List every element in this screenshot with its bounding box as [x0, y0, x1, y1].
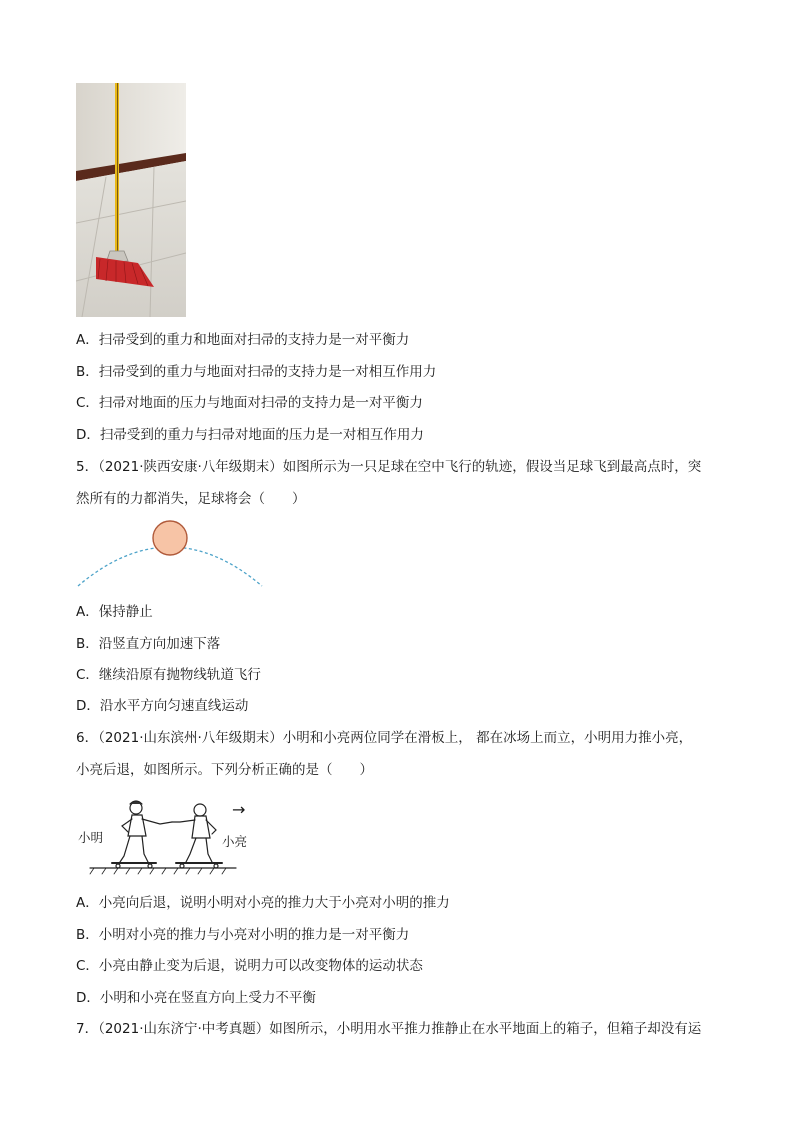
label-xiaoming: 小明	[78, 830, 104, 845]
football-ball	[153, 521, 187, 555]
q6-option-a: A．小亮向后退，说明小明对小亮的推力大于小亮对小明的推力	[76, 895, 450, 911]
q5-option-b: B．沿竖直方向加速下落	[76, 636, 221, 652]
ball-trajectory-figure	[76, 518, 266, 590]
skaters-figure	[76, 798, 276, 876]
q6-option-d: D．小明和小亮在竖直方向上受力不平衡	[76, 990, 316, 1006]
q6-option-b: B．小明对小亮的推力与小亮对小明的推力是一对平衡力	[76, 927, 410, 943]
q5-option-d: D．沿水平方向匀速直线运动	[76, 698, 249, 714]
arrow-right-icon: →	[232, 800, 246, 819]
q7-stem-line1: 7．（2021·山东济宁·中考真题）如图所示，小明用水平推力推静止在水平地面上的箱子，但箱子却没有运	[76, 1021, 702, 1037]
q4-option-b: B．扫帚受到的重力与地面对扫帚的支持力是一对相互作用力	[76, 364, 437, 380]
q6-option-c: C．小亮由静止变为后退，说明力可以改变物体的运动状态	[76, 958, 423, 974]
q5-stem-line1: 5．（2021·陕西安康·八年级期末）如图所示为一只足球在空中飞行的轨迹，假设当足球飞到最高点时，突	[76, 459, 702, 475]
q5-stem-line2: 然所有的力都消失，足球将会（ ）	[76, 491, 306, 507]
q4-option-a: A．扫帚受到的重力和地面对扫帚的支持力是一对平衡力	[76, 332, 410, 348]
q6-stem-line1: 6．（2021·山东滨州·八年级期末）小明和小亮两位同学在滑板上， 都在冰场上而立，小明用力推小亮，	[76, 730, 693, 746]
q4-option-d: D．扫帚受到的重力与扫帚对地面的压力是一对相互作用力	[76, 427, 424, 443]
label-xiaoliang: 小亮	[222, 834, 248, 849]
broom-photo	[76, 83, 186, 317]
q4-option-c: C．扫帚对地面的压力与地面对扫帚的支持力是一对平衡力	[76, 395, 423, 411]
q5-option-a: A．保持静止	[76, 604, 153, 620]
q5-option-c: C．继续沿原有抛物线轨道飞行	[76, 667, 261, 683]
q6-stem-line2: 小亮后退，如图所示。下列分析正确的是（ ）	[76, 762, 373, 778]
